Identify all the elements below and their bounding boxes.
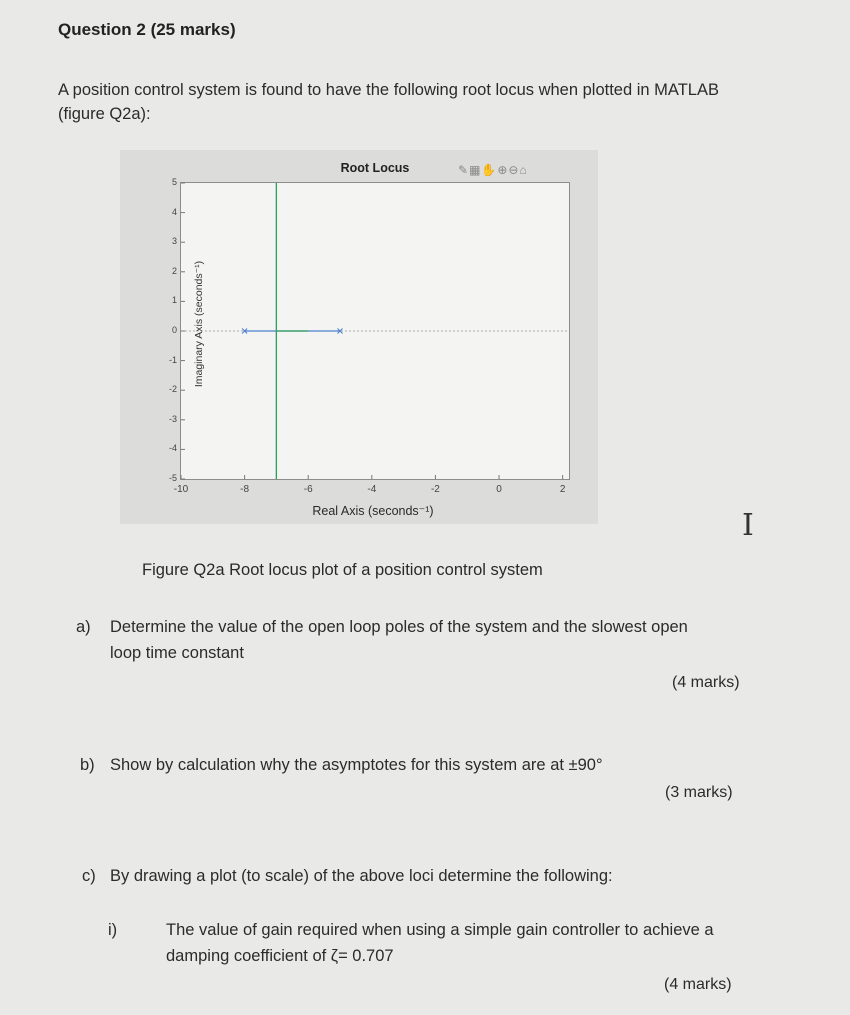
text-cursor-icon: I: [742, 508, 754, 543]
part-a-marks: (4 marks): [672, 674, 740, 691]
figure-caption: Figure Q2a Root locus plot of a position control system: [142, 561, 543, 579]
y-tick-label: 0: [171, 325, 177, 335]
y-axis-label: Imaginary Axis (seconds⁻¹): [193, 260, 205, 388]
home-icon[interactable]: ⌂: [519, 163, 528, 177]
y-tick-label: -4: [168, 443, 177, 454]
y-tick-label: 4: [171, 206, 177, 217]
part-c-i-text: The value of gain required when using a simple gain controller to achieve a damping coefficient of ζ= 0.707: [166, 921, 714, 965]
part-c-text: By drawing a plot (to scale) of the above loci determine the following:: [110, 867, 613, 885]
question-title: Question 2 (25 marks): [58, 20, 236, 39]
y-tick-label: -1: [168, 354, 177, 365]
zoom-in-icon[interactable]: ⊕: [497, 163, 509, 177]
question-intro: A position control system is found to have the following root locus when plotted in MATLAB (figure Q2a):: [58, 81, 719, 123]
y-tick-label: 1: [171, 295, 177, 306]
part-c-label: c): [82, 867, 96, 885]
pencil-icon[interactable]: ✎: [458, 163, 470, 177]
x-tick-label: -2: [430, 484, 440, 495]
part-b-marks: (3 marks): [665, 784, 733, 801]
y-tick-label: -3: [168, 413, 177, 424]
y-tick-label: 2: [171, 265, 177, 276]
part-b-label: b): [80, 756, 95, 774]
x-tick-label: -6: [303, 484, 313, 495]
part-c-i-marks: (4 marks): [664, 976, 732, 993]
part-a-label: a): [76, 618, 91, 636]
y-tick-label: 3: [171, 236, 177, 247]
zoom-out-icon[interactable]: ⊖: [508, 163, 520, 177]
x-tick-label: 0: [496, 484, 502, 495]
x-tick-label: -8: [240, 484, 250, 495]
pan-hand-icon[interactable]: ✋: [481, 163, 498, 177]
y-tick-label: -2: [168, 384, 177, 395]
x-tick-label: 2: [559, 484, 566, 495]
part-a-text: Determine the value of the open loop poles of the system and the slowest open loop time constant: [110, 618, 688, 662]
x-axis-label: Real Axis (seconds⁻¹): [312, 504, 434, 518]
save-icon[interactable]: ▦: [469, 163, 482, 177]
y-tick-label: 5: [171, 177, 177, 187]
part-c-i-label: i): [108, 921, 118, 939]
chart-title: Root Locus: [340, 161, 410, 175]
x-tick-label: -10: [173, 484, 189, 495]
part-b-text: Show by calculation why the asymptotes for this system are at ±90°: [110, 756, 603, 774]
y-tick-label: -5: [168, 473, 177, 483]
x-tick-label: -4: [367, 484, 377, 495]
